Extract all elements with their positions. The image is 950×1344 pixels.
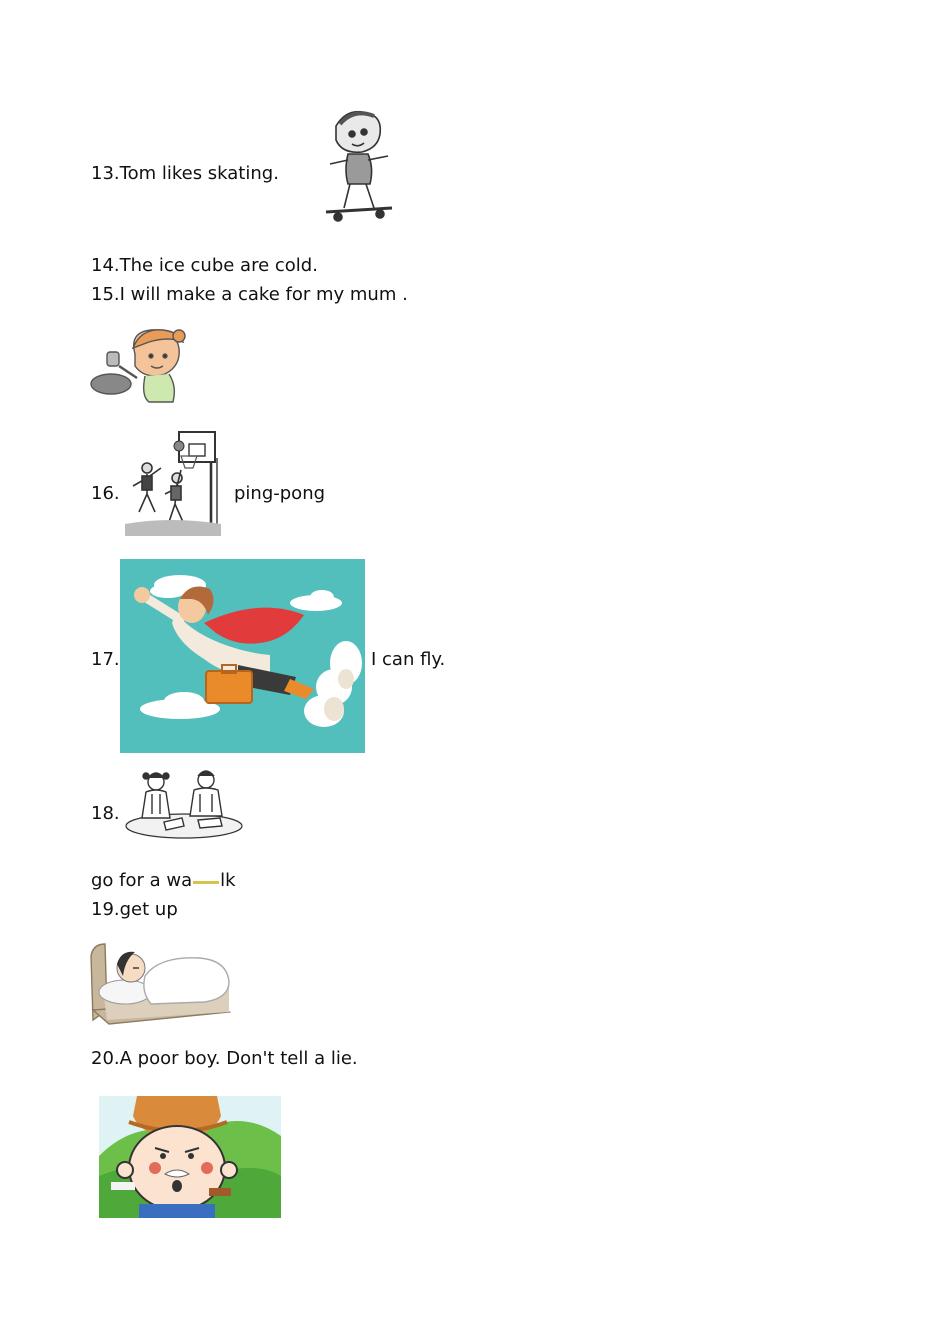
walk-phrase xyxy=(91,870,236,892)
item-15-text: 15.I will make a cake for my mum . xyxy=(91,284,408,305)
item-16-number: 16. xyxy=(91,483,120,504)
item-17-sentence: I can fly. xyxy=(371,649,446,670)
walk-phrase-after: lk xyxy=(220,870,236,891)
item-14-text: 14.The ice cube are cold. xyxy=(91,255,318,276)
item-13-text: 13.Tom likes skating. xyxy=(91,163,279,184)
item-20-text: 20.A poor boy. Don't tell a lie. xyxy=(91,1048,358,1069)
item-16-word: ping-pong xyxy=(234,483,326,504)
flying-businessman-illustration xyxy=(120,559,365,753)
item-19-text: 19.get up xyxy=(91,899,178,920)
sad-boy-with-hat-illustration xyxy=(99,1096,281,1218)
boy-sleeping-in-bed-illustration xyxy=(89,940,231,1026)
item-17-number: 17. xyxy=(91,649,120,670)
children-reading-books-illustration xyxy=(122,768,248,840)
walk-phrase-before: go for a wa xyxy=(91,870,193,891)
boy-skateboarding-illustration xyxy=(318,104,402,226)
girl-cooking-illustration xyxy=(89,326,189,404)
answer-blank xyxy=(193,881,219,884)
kids-playing-basketball-illustration xyxy=(121,428,225,536)
item-18-number: 18. xyxy=(91,803,120,824)
